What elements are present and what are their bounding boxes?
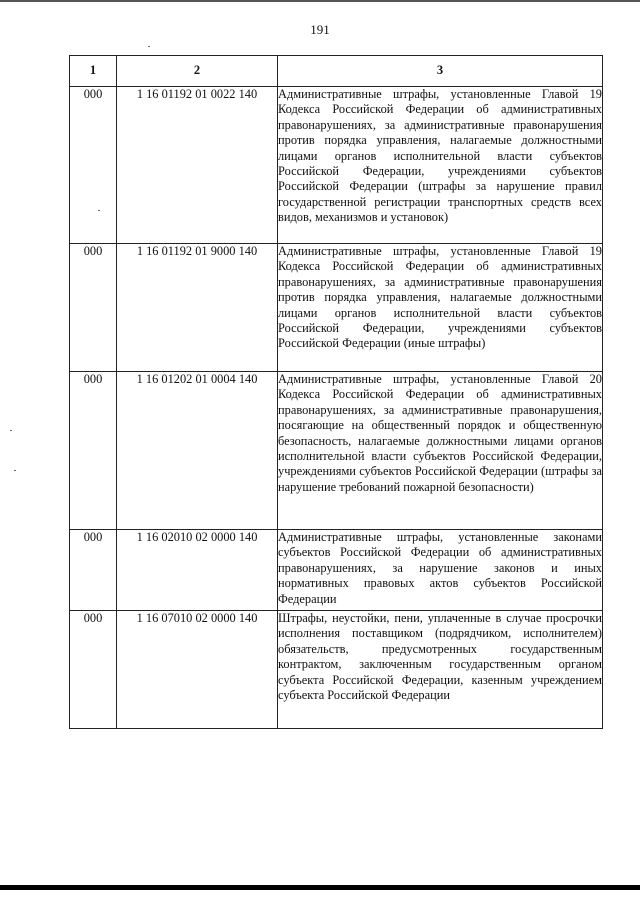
- table-row: [70, 372, 603, 530]
- page-number: 191: [310, 22, 330, 37]
- table-row: [70, 611, 603, 729]
- scan-edge-bottom: [0, 885, 640, 890]
- description-cell: Штрафы, неустойки, пени, уплаченные в случае просрочки исполнения поставщиком (подрядчиком, исполнителем) обязательств, предусмотренных государственным контрактом, заключенным государственным органом субъекта Российской Федерации, казенным учреждением субъекта Российской Федерации: [278, 611, 603, 729]
- table-row: [70, 244, 603, 372]
- column-header-2: 2: [117, 56, 278, 87]
- admin-code-cell: 000: [70, 611, 117, 729]
- scan-speck: [98, 210, 100, 211]
- admin-code-cell: 000: [70, 372, 117, 530]
- table-row: [70, 530, 603, 611]
- table-row: [70, 87, 603, 244]
- kbk-cell: 1 16 07010 02 0000 140: [117, 611, 278, 729]
- table-header-row: [70, 56, 603, 87]
- scan-speck: [10, 430, 12, 431]
- admin-code-cell: 000: [70, 530, 117, 611]
- admin-code-cell: 000: [70, 244, 117, 372]
- scan-speck: [14, 470, 16, 471]
- description-cell: Административные штрафы, установленные Главой 19 Кодекса Российской Федерации об административных правонарушениях, за административные правонарушения против порядка управления, налагаемые должностными лицами органов исполнительной власти субъектов Российской Федерации, учреждениями субъектов Российской Федерации (иные штрафы): [278, 244, 603, 372]
- kbk-cell: 1 16 01202 01 0004 140: [117, 372, 278, 530]
- scan-edge-top: [0, 0, 640, 2]
- description-cell: Административные штрафы, установленные законами субъектов Российской Федерации об административных правонарушениях, за нарушение законов и иных нормативных правовых актов субъектов Российской Федерации: [278, 530, 603, 611]
- column-header-1: 1: [70, 56, 117, 87]
- kbk-cell: 1 16 01192 01 9000 140: [117, 244, 278, 372]
- description-cell: Административные штрафы, установленные Главой 20 Кодекса Российской Федерации об административных правонарушениях, за административные правонарушения, посягающие на общественный порядок и общественную безопасность, налагаемые должностными лицами органов исполнительной власти субъектов Российской Федерации, учреждениями субъектов Российской Федерации (штрафы за нарушение требований пожарной безопасности): [278, 372, 603, 530]
- scan-speck: [148, 46, 150, 47]
- column-header-3: 3: [278, 56, 603, 87]
- admin-code-cell: 000: [70, 87, 117, 244]
- description-cell: Административные штрафы, установленные Главой 19 Кодекса Российской Федерации об административных правонарушениях, за административные правонарушения против порядка управления, налагаемые должностными лицами органов исполнительной власти субъектов Российской Федерации, учреждениями субъектов Российской Федерации (штрафы за нарушение правил государственной регистрации транспортных средств всех видов, механизмов и установок): [278, 87, 603, 244]
- kbk-cell: 1 16 01192 01 0022 140: [117, 87, 278, 244]
- budget-codes-table: [69, 55, 603, 729]
- kbk-cell: 1 16 02010 02 0000 140: [117, 530, 278, 611]
